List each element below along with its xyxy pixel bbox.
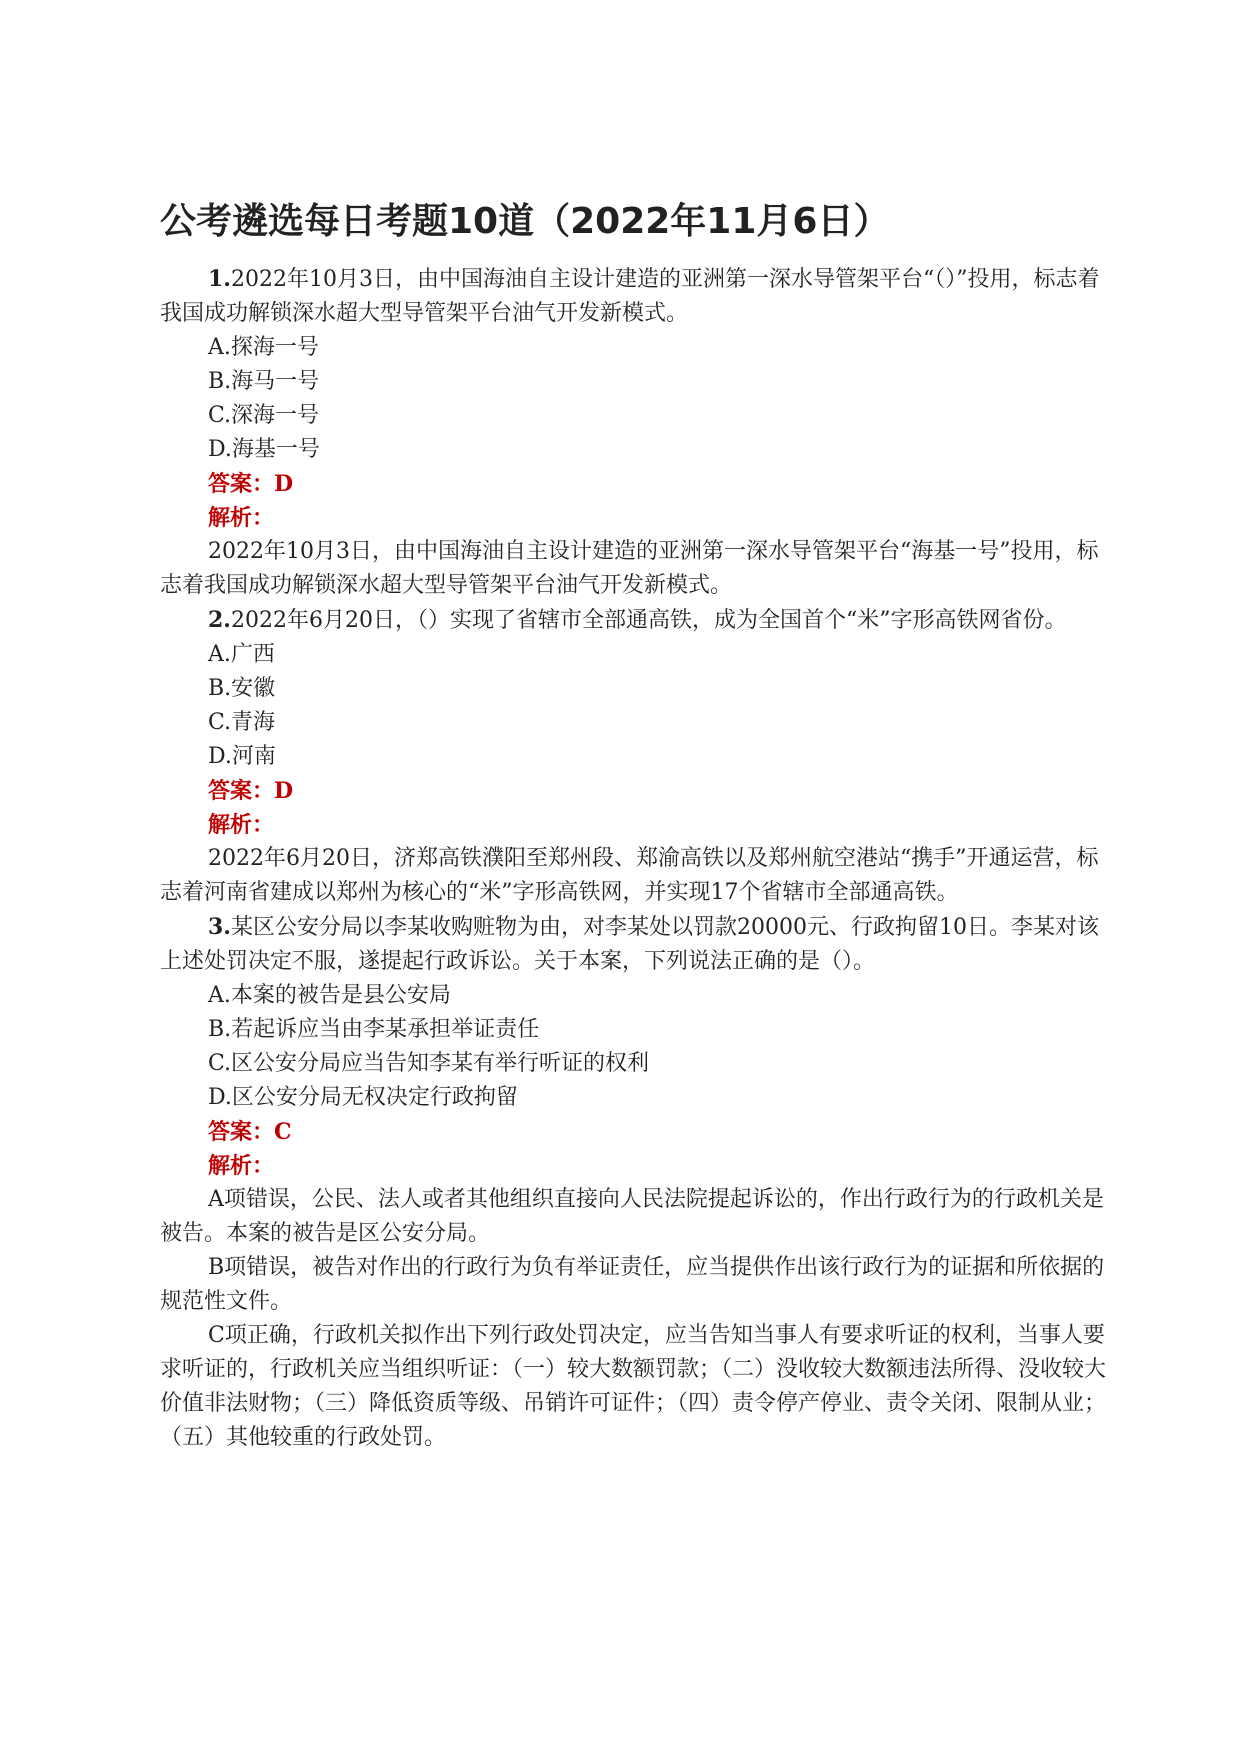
option-b: B.安徽 <box>208 676 276 701</box>
analysis-label: 解析： <box>208 505 275 531</box>
analysis-text: 2022年10月3日，由中国海油自主设计建造的亚洲第一深水导管架平台“海基一号”投用，标志着我国成功解锁深水超大型导管架平台油气开发新模式。 <box>160 539 1099 598</box>
question-text: 2022年6月20日，（）实现了省辖市全部通高铁，成为全国首个“米”字形高铁网省份。 <box>230 608 1067 633</box>
analysis-label: 解析： <box>208 1153 275 1179</box>
document-page <box>160 200 1110 1455</box>
question-stem <box>160 910 1110 979</box>
question-text: 2022年10月3日，由中国海油自主设计建造的亚洲第一深水导管架平台“（）”投用，标志着我国成功解锁深水超大型导管架平台油气开发新模式。 <box>160 267 1100 326</box>
question-number: 1. <box>208 266 231 292</box>
analysis-label: 解析： <box>208 812 275 838</box>
analysis-text: C项正确，行政机关拟作出下列行政处罚决定，应当告知当事人有要求听证的权利，当事人要求听证的，行政机关应当组织听证：（一）较大数额罚款；（二）没收较大数额违法所得、没收较大价值非法财物；（三）降低资质等级、吊销许可证件；（四）责令停产停业、责令关闭、限制从业；（五）其他较重的行政处罚。 <box>160 1323 1107 1450</box>
option-b: B.若起诉应当由李某承担举证责任 <box>208 1017 540 1042</box>
question-stem <box>160 262 1110 331</box>
option-a: A.广西 <box>208 642 275 667</box>
answer: 答案：C <box>208 1119 292 1145</box>
question-stem <box>160 603 1110 638</box>
analysis-text: B项错误，被告对作出的行政行为负有举证责任，应当提供作出该行政行为的证据和所依据的规范性文件。 <box>160 1255 1105 1314</box>
option-d: D.区公安分局无权决定行政拘留 <box>208 1085 518 1110</box>
option-a: A.本案的被告是县公安局 <box>208 983 451 1008</box>
page-title: 公考遴选每日考题10道（2022年11月6日） <box>160 201 890 242</box>
option-d: D.海基一号 <box>208 437 320 462</box>
analysis-text: 2022年6月20日，济郑高铁濮阳至郑州段、郑渝高铁以及郑州航空港站“携手”开通运营，标志着河南省建成以郑州为核心的“米”字形高铁网，并实现17个省辖市全部通高铁。 <box>160 846 1099 905</box>
question-number: 2. <box>208 607 231 633</box>
answer: 答案：D <box>208 471 294 497</box>
option-c: C.青海 <box>208 710 276 735</box>
question-number: 3. <box>208 914 231 940</box>
option-c: C.深海一号 <box>208 403 320 428</box>
option-a: A.探海一号 <box>208 335 319 360</box>
question-3 <box>160 910 1110 1455</box>
question-1 <box>160 262 1110 603</box>
question-text: 某区公安分局以李某收购赃物为由，对李某处以罚款20000元、行政拘留10日。李某对该上述处罚决定不服，遂提起行政诉讼。关于本案，下列说法正确的是（）。 <box>160 915 1099 974</box>
option-d: D.河南 <box>208 744 276 769</box>
option-b: B.海马一号 <box>208 369 320 394</box>
option-c: C.区公安分局应当告知李某有举行听证的权利 <box>208 1051 650 1076</box>
analysis-text: A项错误，公民、法人或者其他组织直接向人民法院提起诉讼的，作出行政行为的行政机关是被告。本案的被告是区公安分局。 <box>160 1187 1104 1246</box>
answer: 答案：D <box>208 778 294 804</box>
question-2 <box>160 603 1110 910</box>
